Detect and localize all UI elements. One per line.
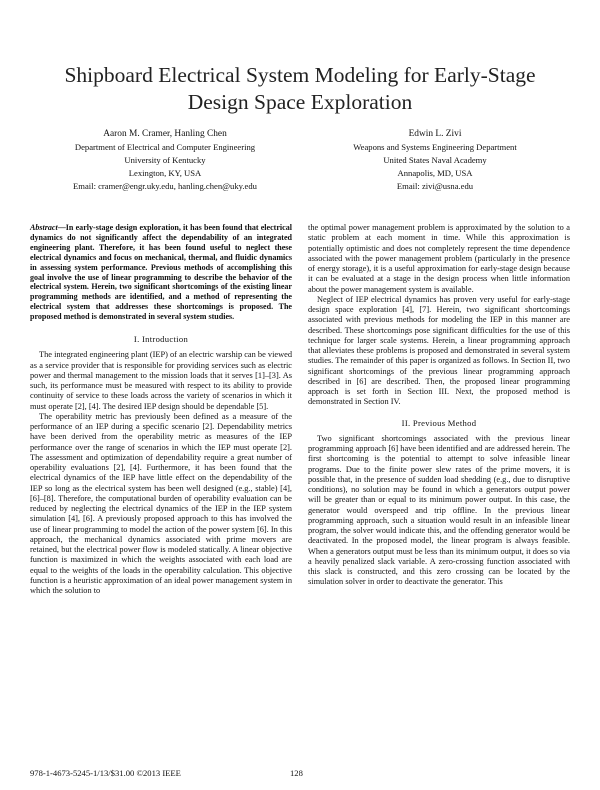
author-location: Lexington, KY, USA bbox=[128, 168, 202, 178]
paragraph: The integrated engineering plant (IEP) of an electric warship can be viewed as a service provider that is responsible for providing services such as electric power and thermal management to the mission loads that it serves [1]–[3]. As such, its performance must be measured with respect to its ability to provide continuity of service to these loads across the variety of scenarios in which it must operate [2], [4]. The desired IEP design should be dependable [5]. bbox=[30, 350, 292, 411]
paragraph: Neglect of IEP electrical dynamics has proven very useful for early-stage design space exploration [4], [7]. Herein, two significant shortcomings associated with previous methods for modeling the IEP in this manner are described. These shortcomings pose significant difficulties for the use of this technique for larger scale systems. Herein, a linear programming approach that alleviates these problems is proposed and demonstrated in several system studies. The remainder of this paper is organized as follows. In Section II, two significant shortcomings of the previous linear programming approach described in [6] are described. Then, the proposed linear programming approach is set forth in Section III. Next, the proposed method is demonstrated in Section IV. bbox=[308, 294, 570, 407]
left-column bbox=[30, 223, 292, 596]
footer-isbn: 978-1-4673-5245-1/13/$31.00 ©2013 IEEE bbox=[30, 768, 181, 778]
author-institution: University of Kentucky bbox=[124, 155, 206, 165]
paragraph: The operability metric has previously been defined as a measure of the performance of an IEP during a specific scenario [2]. Dependability metrics have been derived from the operability metric as measures of the IEP performance over the range of scenarios in which the IEP must operate [2]. The assessment and optimization of dependability require a great number of operability evaluations [2], [4]. Furthermore, it has been found that the electrical dynamics of the IEP have little effect on the dependability of the IEP so long as the electrical system has been well designed (e.g., stable) [4], [6]–[8]. Therefore, the computational burden of operability evaluation can be reduced by neglecting the electrical dynamics of the IEP in the IEP system simulation [4], [6]. A previously proposed approach to this has involved the use of linear programming to model the action of the power system [6]. In this approach, the mechanical dynamics associated with prime movers are retained, but the electrical power flow is modeled statically. A linear objective function is maximized in which the weights associated with each load are equal to the weights of the loads in the operability calculation. This objective function is a heuristic approximation of an ideal power management system in which the solution to bbox=[30, 411, 292, 596]
section-heading-previous-method: II. Previous Method bbox=[401, 417, 477, 428]
author-institution: United States Naval Academy bbox=[383, 155, 487, 165]
abstract-text: —In early-stage design exploration, it has been found that electrical dynamics do not significantly affect the dependability of an integrated engineering plant. Therefore, it has been found useful to neglect these electrical dynamics and focus on mechanical, thermal, and fluidic dynamics in assessing system performance. Previous methods of accomplishing this goal involve the use of linear programming to describe the behavior of the electrical system. Herein, two significant shortcomings of the existing linear programming methods are identified, and a method of representing the electrical system that addresses these shortcomings is proposed. The proposed method is demonstrated in several system studies. bbox=[30, 223, 292, 322]
author-department: Department of Electrical and Computer Engineering bbox=[74, 142, 256, 152]
author-names: Edwin L. Zivi bbox=[408, 129, 462, 139]
author-email: Email: cramer@engr.uky.edu, hanling.chen@uky.edu bbox=[73, 181, 257, 191]
abstract-label: Abstract bbox=[30, 223, 58, 232]
author-department: Weapons and Systems Engineering Department bbox=[353, 142, 517, 152]
author-names: Aaron M. Cramer, Hanling Chen bbox=[103, 129, 227, 139]
right-column bbox=[308, 223, 570, 588]
paragraph: Two significant shortcomings associated with the previous linear programming approach [6] have been identified and are addressed herein. The first shortcoming is the potential to attempt to solve infeasible linear programs. Due to the finite power slew rates of the prime movers, it is possible that, in the presence of sudden load shedding (e.g., due to disruptive conditions), no solution may be found in which a generators output power will be greater than or equal to its minimum power output. In this case, the generator would overspeed and trip offline. In the previous linear programming approach, such a situation would result in an infeasible linear program, the solver would indicate this, and the offending generator would be deactivated. In the proposed model, the linear program is always feasible. When a generators output must be less than its minimum output, it does so via a heavily penalized slack variable. A zero-crossing function associated with this slack is constructed, and this zero crossing can be located by the simulation solver in order to deactivate the generator. This bbox=[308, 433, 570, 587]
page-number: 128 bbox=[290, 768, 303, 778]
paragraph: the optimal power management problem is approximated by the solution to a static problem at each moment in time. While this approximation is potentially optimistic and does not completely represent the time dependence associated with the power management problem (particularly in the presence of energy storage), it is a useful approximation for early-stage design because it can be evaluated at a stage in the design process when little information about the power management system is available. bbox=[308, 223, 570, 294]
paper-title: Shipboard Electrical System Modeling for Early-Stage Design Space Exploration bbox=[64, 63, 536, 114]
section-heading-introduction: I. Introduction bbox=[133, 334, 189, 345]
abstract bbox=[30, 223, 292, 322]
author-block-left bbox=[30, 128, 300, 193]
author-block-right bbox=[300, 128, 570, 193]
author-email: Email: zivi@usna.edu bbox=[396, 181, 474, 191]
author-location: Annapolis, MD, USA bbox=[397, 168, 473, 178]
